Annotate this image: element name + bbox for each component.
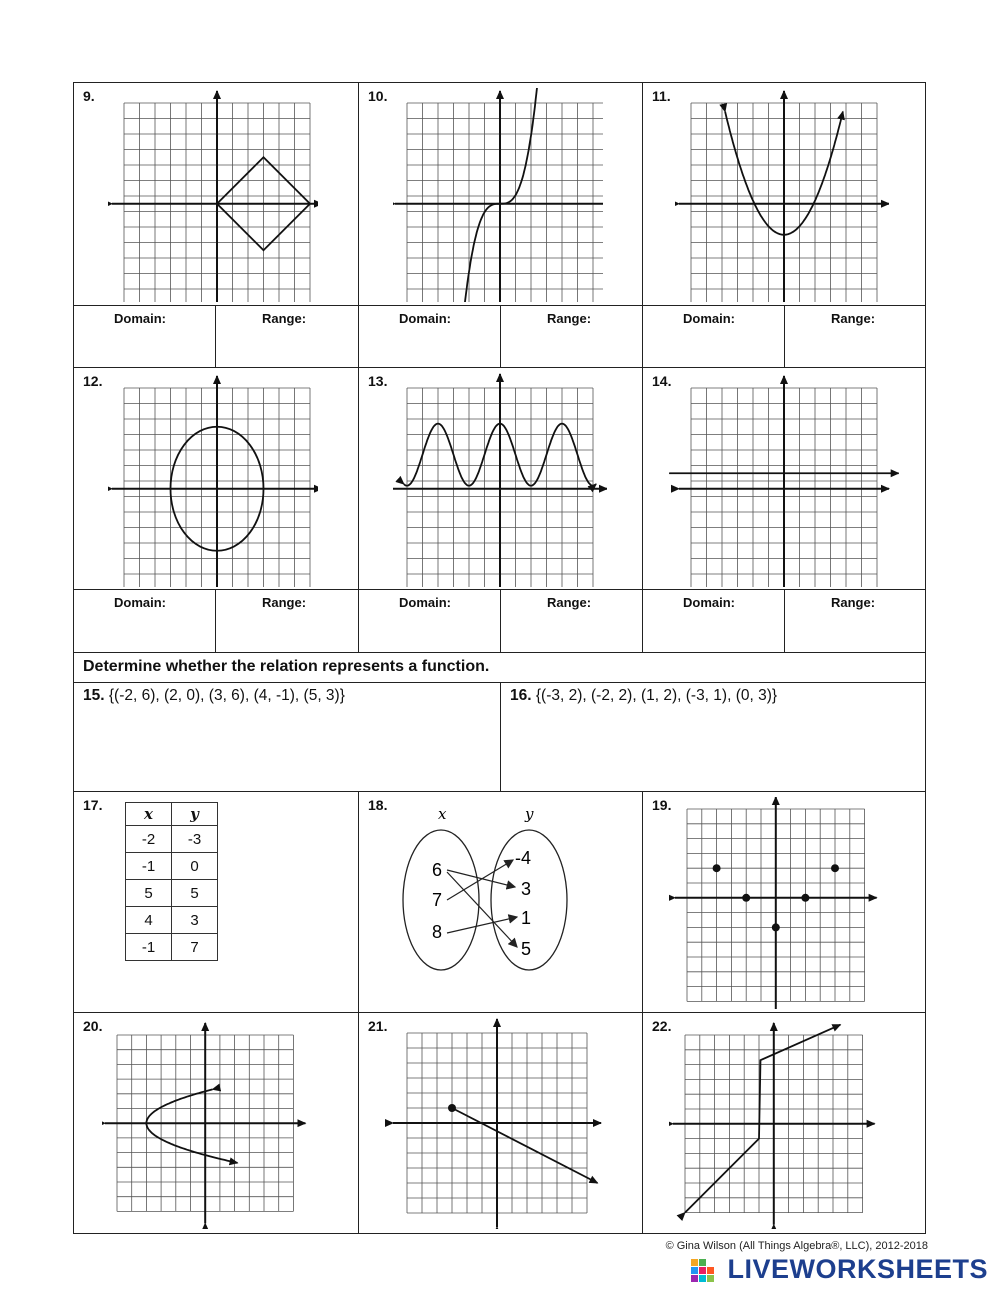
cell-y: 7 xyxy=(172,934,218,961)
problem-number: 13. xyxy=(368,373,388,389)
table-row xyxy=(126,880,218,907)
problem-number: 11. xyxy=(652,88,671,104)
problem-number: 20. xyxy=(83,1018,103,1034)
piecewise-line xyxy=(685,1025,840,1213)
range-label: Range: xyxy=(547,311,592,326)
range-box-10[interactable] xyxy=(500,305,643,368)
table-row xyxy=(126,853,218,880)
problem-number: 22. xyxy=(652,1018,672,1034)
problem-number: 9. xyxy=(83,88,95,104)
range-box-13[interactable] xyxy=(500,589,643,653)
problem-15[interactable] xyxy=(73,682,501,792)
domain-label: Domain: xyxy=(399,595,451,610)
relation-15 xyxy=(83,687,345,705)
cell-x: 5 xyxy=(126,880,172,907)
coordinate-grid xyxy=(407,103,603,302)
table-row xyxy=(126,934,218,961)
plotted-point xyxy=(742,894,750,902)
mapping-y-label: y xyxy=(525,805,534,823)
cell-y: 3 xyxy=(172,907,218,934)
table-row xyxy=(126,826,218,853)
cell-x: 4 xyxy=(126,907,172,934)
problem-16[interactable] xyxy=(500,682,926,792)
problem-number: 14. xyxy=(652,373,672,389)
problem-22 xyxy=(642,1012,926,1234)
mapping-diagram xyxy=(389,800,609,975)
graph-12 xyxy=(108,373,318,587)
problem-19 xyxy=(642,791,926,1013)
range-value: 3 xyxy=(521,879,532,899)
problem-number: 21. xyxy=(368,1018,388,1034)
ray-line xyxy=(452,1108,598,1183)
mapping-x-label: x xyxy=(438,805,447,823)
problem-number: 18. xyxy=(368,797,388,813)
mapping-arrow xyxy=(447,872,517,947)
domain-value: 6 xyxy=(432,860,443,880)
problem-21 xyxy=(358,1012,643,1234)
problem-12 xyxy=(73,367,359,590)
cell-x: -1 xyxy=(126,853,172,880)
graph-14 xyxy=(669,373,899,587)
domain-box-11[interactable] xyxy=(642,305,785,368)
problem-number: 16. xyxy=(510,687,532,704)
domain-label: Domain: xyxy=(114,595,166,610)
problem-number: 19. xyxy=(652,797,672,813)
range-value: -4 xyxy=(515,848,532,868)
range-value: 5 xyxy=(521,939,532,959)
graph-21 xyxy=(381,1015,621,1229)
graph-11 xyxy=(675,88,889,302)
table-header-y: y xyxy=(172,803,218,826)
cell-x: -1 xyxy=(126,934,172,961)
domain-value: 8 xyxy=(432,922,443,942)
domain-box-13[interactable] xyxy=(358,589,501,653)
domain-box-9[interactable] xyxy=(73,305,216,368)
cell-y: 5 xyxy=(172,880,218,907)
problem-number: 12. xyxy=(83,373,103,389)
problem-number: 10. xyxy=(368,88,388,104)
copyright-notice: © Gina Wilson (All Things Algebra®, LLC), 2012-2018 xyxy=(665,1240,928,1252)
relation-text: {(-3, 2), (-2, 2), (1, 2), (-3, 1), (0, 3)} xyxy=(535,687,778,704)
domain-value: 7 xyxy=(432,890,443,910)
problem-20 xyxy=(73,1012,359,1234)
graph-22 xyxy=(669,1015,899,1229)
heading-text: Determine whether the relation represents a function. xyxy=(83,658,490,675)
graph-13 xyxy=(393,373,607,587)
section-heading xyxy=(73,652,926,683)
relation-16 xyxy=(510,687,777,705)
problem-17 xyxy=(73,791,359,1013)
plotted-point xyxy=(713,864,721,872)
problem-number: 17. xyxy=(83,797,103,813)
graph-20 xyxy=(102,1015,332,1229)
problem-9 xyxy=(73,82,359,306)
problem-10 xyxy=(358,82,643,306)
sideways-parabola xyxy=(146,1089,237,1163)
range-label: Range: xyxy=(831,595,876,610)
plotted-point xyxy=(801,894,809,902)
problem-18 xyxy=(358,791,643,1013)
table-row xyxy=(126,907,218,934)
domain-box-10[interactable] xyxy=(358,305,501,368)
domain-box-12[interactable] xyxy=(73,589,216,653)
liveworksheets-logo-icon xyxy=(690,1258,716,1284)
plotted-point xyxy=(772,923,780,931)
problem-14 xyxy=(642,367,926,590)
graph-19 xyxy=(669,797,903,1009)
brand-name: LIVEWORKSHEETS xyxy=(727,1254,988,1284)
range-box-9[interactable] xyxy=(215,305,359,368)
worksheet xyxy=(73,82,926,1234)
mapping-arrow xyxy=(447,860,513,900)
range-value: 1 xyxy=(521,908,532,928)
domain-label: Domain: xyxy=(399,311,451,326)
range-label: Range: xyxy=(547,595,592,610)
range-box-12[interactable] xyxy=(215,589,359,653)
cell-x: -2 xyxy=(126,826,172,853)
range-box-14[interactable] xyxy=(784,589,926,653)
mapping-arrow xyxy=(447,917,517,933)
cell-y: 0 xyxy=(172,853,218,880)
range-label: Range: xyxy=(262,311,307,326)
problem-11 xyxy=(642,82,926,306)
graph-10 xyxy=(393,88,603,302)
problem-13 xyxy=(358,367,643,590)
domain-label: Domain: xyxy=(683,311,735,326)
cell-y: -3 xyxy=(172,826,218,853)
range-box-11[interactable] xyxy=(784,305,926,368)
xy-table xyxy=(125,802,218,961)
domain-label: Domain: xyxy=(683,595,735,610)
domain-box-14[interactable] xyxy=(642,589,785,653)
table-header-x: x xyxy=(126,803,172,826)
graph-9 xyxy=(108,88,318,302)
range-label: Range: xyxy=(262,595,307,610)
relation-text: {(-2, 6), (2, 0), (3, 6), (4, -1), (5, 3)} xyxy=(108,687,345,704)
plotted-point xyxy=(831,864,839,872)
domain-label: Domain: xyxy=(114,311,166,326)
mapping-arrow xyxy=(447,870,515,887)
problem-number: 15. xyxy=(83,687,105,704)
range-label: Range: xyxy=(831,311,876,326)
